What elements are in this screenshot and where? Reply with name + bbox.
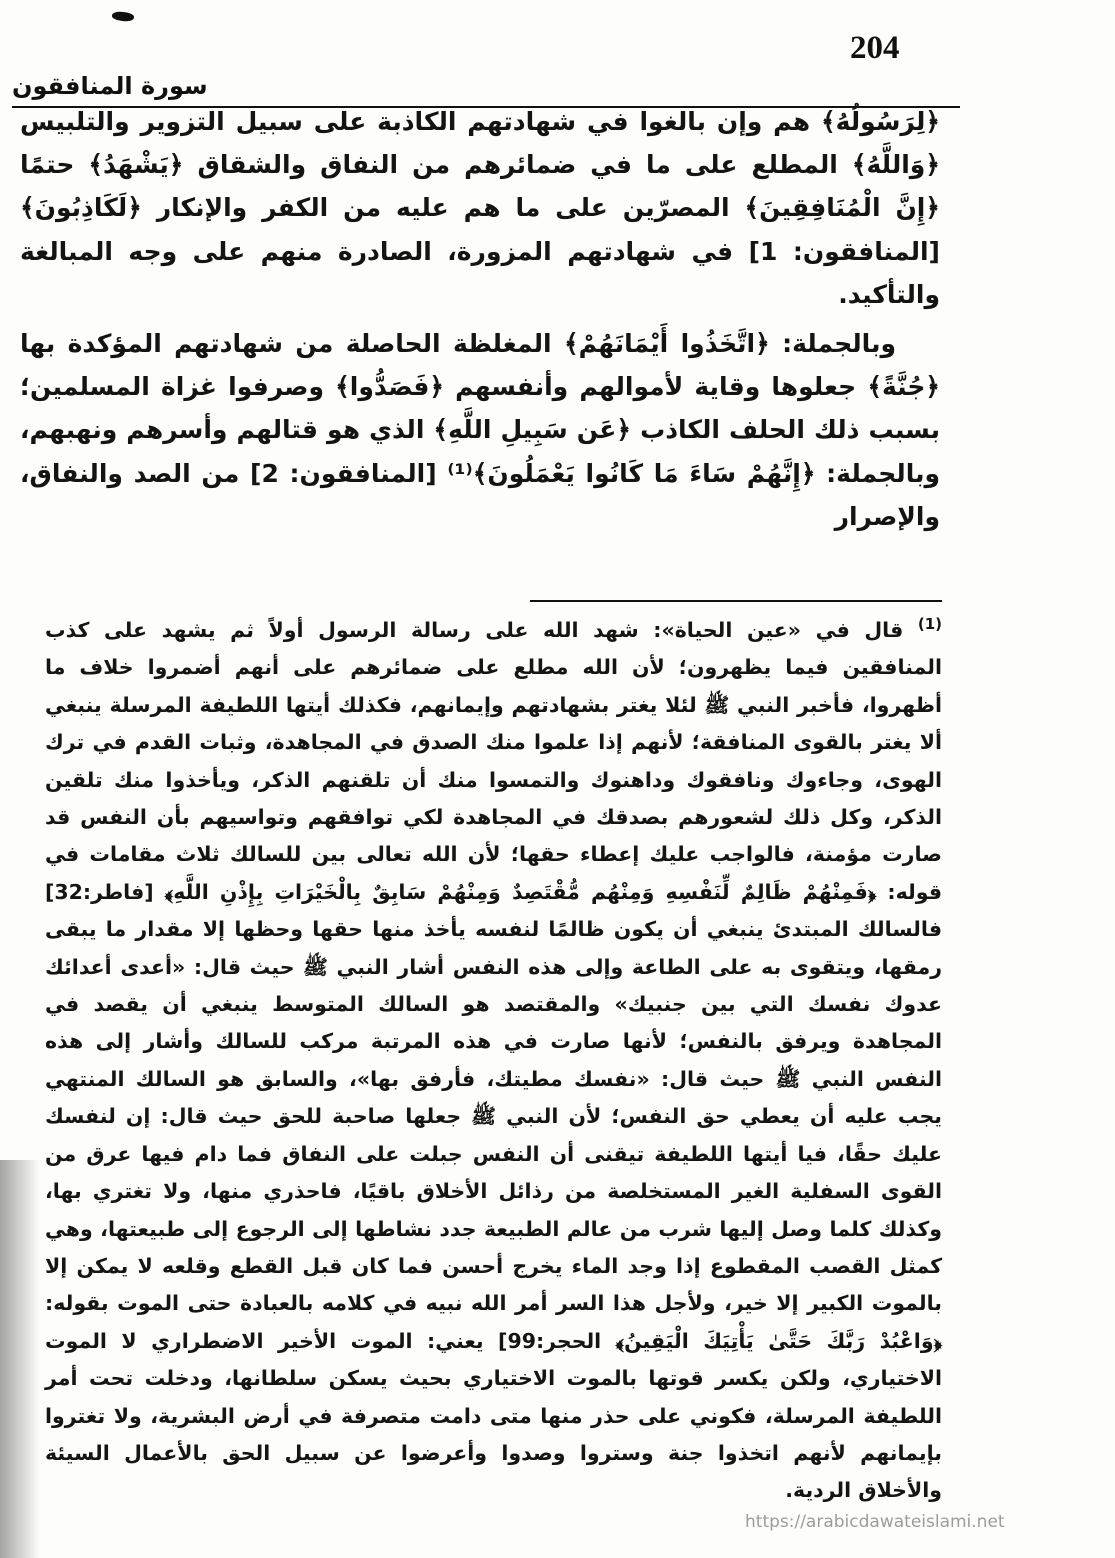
paragraph-2: وبالجملة: ﴿اتَّخَذُوا أَيْمَانَهُمْ﴾ المغلظة الحاصلة من شهادتهم المؤكدة بها ﴿جُنَّةً﴾ جعلوها وقاية لأموالهم وأنفسهم ﴿فَصَدُّوا﴾ وصرفوا غزاة المسلمين؛ بسبب ذلك الحلف الكاذب ﴿عَن سَبِيلِ اللَّهِ﴾ الذي هو قتالهم وأسرهم ونهبهم، وبالجملة: ﴿إِنَّهُمْ سَاءَ مَا كَانُوا يَعْمَلُونَ﴾⁽¹⁾ [المنافقون: 2] من الصد والنفاق، والإصرار <box>20 329 941 531</box>
scan-edge-shadow <box>0 1160 40 1558</box>
paragraph-1: ﴿لِرَسُولُهُ﴾ هم وإن بالغوا في شهادتهم الكاذبة على سبيل التزوير والتلبيس ﴿وَاللَّهُ﴾ المطلع على ما في ضمائرهم من النفاق والشقاق ﴿يَشْهَدُ﴾ حتمًا ﴿إِنَّ الْمُنَافِقِينَ﴾ المصرّين على ما هم عليه من الكفر والإنكار ﴿لَكَاذِبُونَ﴾ [المنافقون: 1] في شهادتهم المزورة، الصادرة منهم على وجه المبالغة والتأكيد. <box>20 107 940 309</box>
footnote-paragraph <box>45 612 942 1510</box>
main-text <box>20 100 940 538</box>
surah-title: سورة المنافقون <box>12 72 208 100</box>
page-header <box>12 30 960 110</box>
footnote-marker: (1) <box>917 615 942 634</box>
footnote-text: قال في «عين الحياة»: شهد الله على رسالة الرسول أولاً ثم يشهد على كذب المنافقين فيما يظهرون؛ لأن الله مطلع على ضمائرهم على أنهم أضمروا خلاف ما أظهروا، فأخبر النبي ﷺ لئلا يغتر بشهادتهم وإيمانهم، فكذلك أيتها اللطيفة المرسلة ينبغي ألا يغتر بالقوى المنافقة؛ لأنهم إذا علموا منك الصدق في المجاهدة، وثبات القدم في ترك الهوى، وجاءوك ونافقوك وداهنوك والتمسوا منك أن تلقنهم الذكر، ويأخذوا منك تلقين الذكر، وكل ذلك لشعورهم بصدقك في المجاهدة لكي توافقهم وتواسيهم بأن النفس قد صارت مؤمنة، فالواجب عليك إعطاء حقها؛ لأن الله تعالى بين للسالك ثلاث مقامات في قوله: ﴿فَمِنْهُمْ ظَالِمٌ لِّنَفْسِهِ وَمِنْهُم مُّقْتَصِدٌ وَمِنْهُمْ سَابِقٌ بِالْخَيْرَاتِ بِإِذْنِ اللَّهِ﴾ [فاطر:32] فالسالك المبتدئ ينبغي أن يكون ظالمًا لنفسه يأخذ منها حقها وحظها إلا مقدار ما يبقى رمقها، ويتقوى به على الطاعة وإلى هذه النفس أشار النبي ﷺ حيث قال: «أعدى أعدائك عدوك نفسك التي بين جنبيك» والمقتصد هو السالك المتوسط ينبغي أن يقصد في المجاهدة ويرفق بالنفس؛ لأنها صارت في هذه المرتبة مركب للسالك وأشار إلى هذه النفس النبي ﷺ حيث قال: «نفسك مطيتك، فأرفق بها»، والسابق هو السالك المنتهي يجب عليه أن يعطي حق النفس؛ لأن النبي ﷺ جعلها صاحبة للحق حيث قال: إن لنفسك عليك حقًا، فيا أيتها اللطيفة تيقنى أن النفس جبلت على النفاق فما دام فيها عرق من القوى السفلية الغير المستخلصة من رذائل الأخلاق باقيًا، فاحذري منها، ولا تغتري بها، وكذلك كلما وصل إليها شرب من عالم الطبيعة جدد نشاطها إلى الرجوع إلى طبيعتها، وهي كمثل القصب المقطوع إذا وجد الماء يخرج أحسن فما كان قبل القطع وقلعه لا يمكن إلا بالموت الكبير إلا خير، ولأجل هذا السر أمر الله نبيه في كلامه بالعبادة حتى الموت بقوله: ﴿وَاعْبُدْ رَبَّكَ حَتَّىٰ يَأْتِيَكَ الْيَقِينُ﴾ الحجر:99] يعني: الموت الأخير الاضطراري لا الموت الاختياري، ولكن يكسر قوتها بالموت الاختياري بحيث يسكن سلطانها، ودخلت تحت أمر اللطيفة المرسلة، فكوني على حذر منها متى دامت متصرفة في أرض البشرية، ولا تغتروا بإيمانهم لأنهم اتخذوا جنة وستروا وصدوا وأعرضوا عن سبيل الحق بالأعمال السيئة والأخلاق الردية. <box>45 618 943 1503</box>
page-number: 204 <box>850 30 900 66</box>
footnote-separator <box>530 600 942 602</box>
watermark-url: https://arabicdawateislami.net <box>745 1512 1005 1532</box>
footnote <box>45 612 942 1510</box>
ink-speck <box>111 11 134 23</box>
